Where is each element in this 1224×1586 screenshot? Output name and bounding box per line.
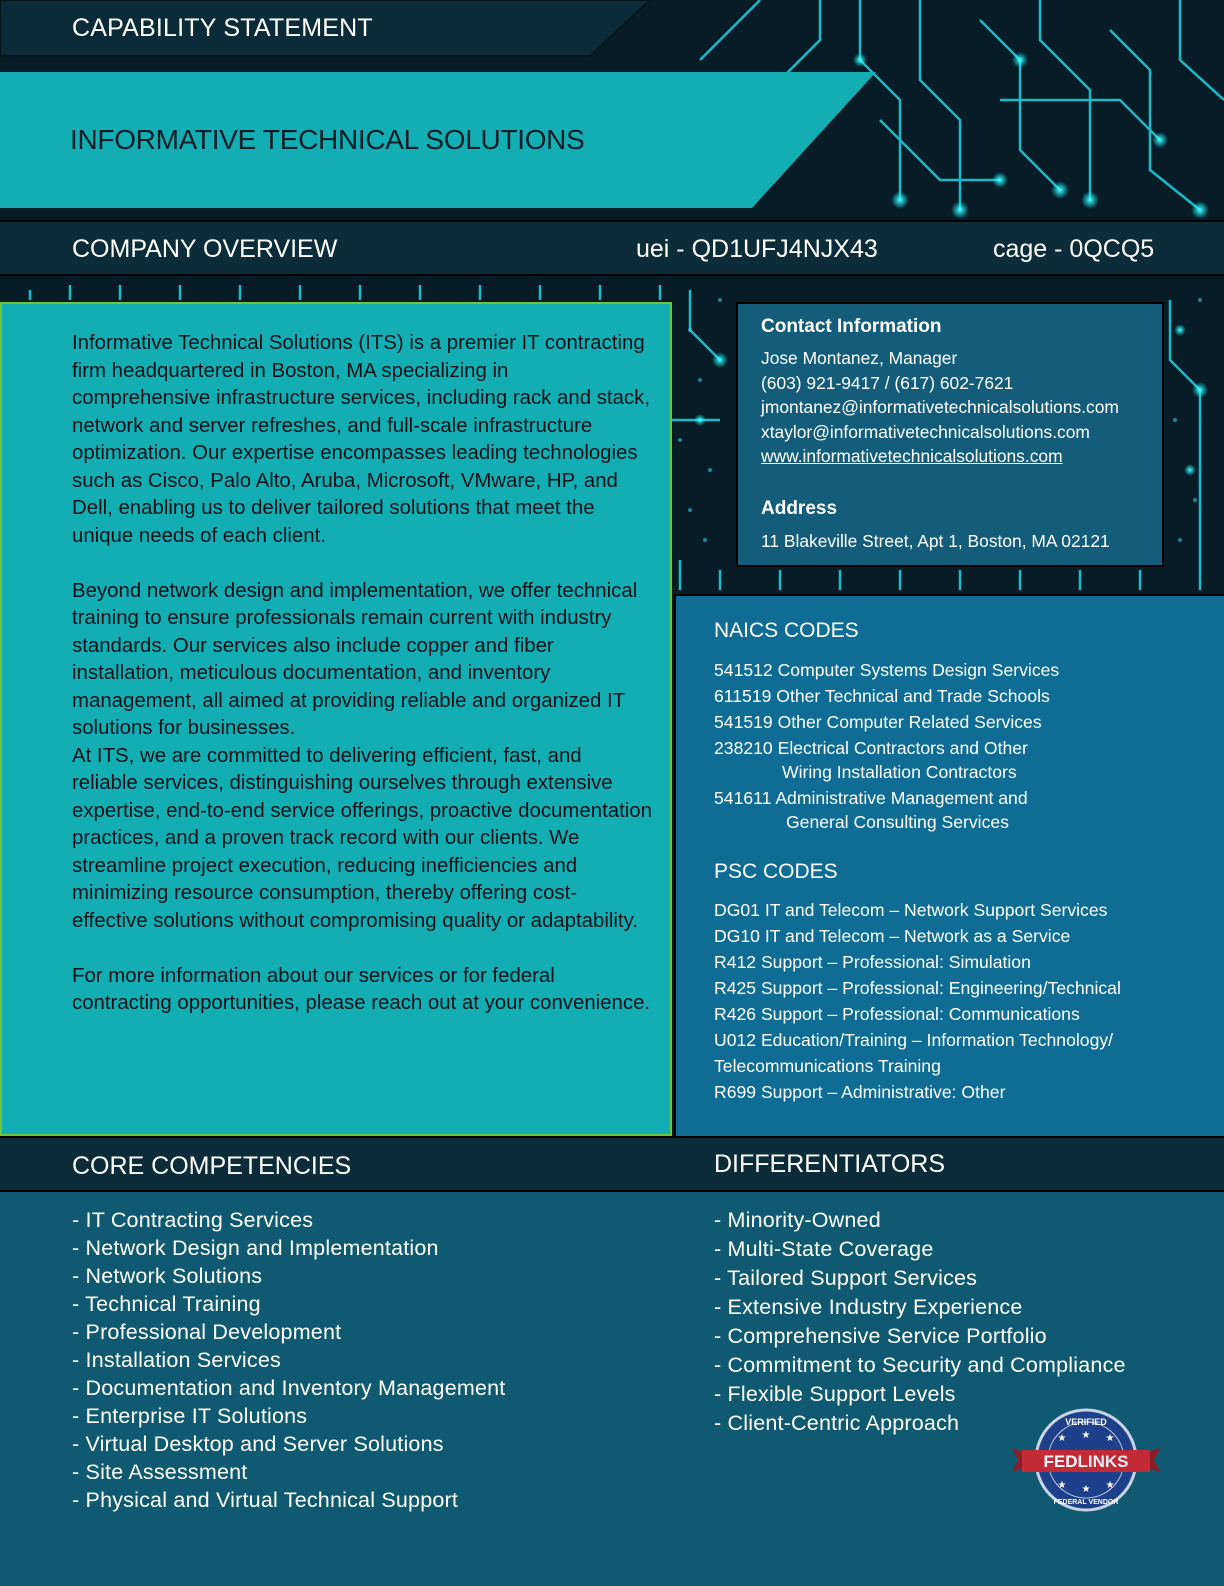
list-item: - Installation Services [72, 1348, 281, 1372]
list-item: - Documentation and Inventory Management [72, 1376, 506, 1400]
contact-phones: (603) 921-9417 / (617) 602-7621 [761, 372, 1014, 393]
uei-number: uei - QD1UFJ4NJX43 [636, 235, 878, 263]
list-item: - Comprehensive Service Portfolio [714, 1324, 1047, 1348]
psc-item: DG01 IT and Telecom – Network Support Services [714, 900, 1108, 920]
psc-item: U012 Education/Training – Information Technology/ [714, 1030, 1114, 1050]
core-competencies-list [72, 1206, 505, 1514]
list-item: - Tailored Support Services [714, 1266, 978, 1290]
list-item: - Enterprise IT Solutions [72, 1404, 308, 1428]
psc-list [714, 897, 1121, 1105]
differentiators-list [714, 1206, 1126, 1438]
naics-heading: NAICS CODES [714, 619, 859, 642]
list-item: - Client-Centric Approach [714, 1411, 960, 1435]
list-item: - Extensive Industry Experience [714, 1295, 1023, 1319]
naics-item: 238210 Electrical Contractors and Other [714, 738, 1028, 758]
list-item: - Multi-State Coverage [714, 1237, 934, 1261]
contact-email-2[interactable]: xtaylor@informativetechnicalsolutions.com [761, 421, 1090, 442]
list-item: - Commitment to Security and Compliance [714, 1353, 1126, 1377]
list-item: - Network Design and Implementation [72, 1236, 439, 1260]
overview-paragraph: Informative Technical Solutions (ITS) is a premier IT contracting firm headquartered in Boston, MA specializing in comprehensive infrastructure services, including rack and stack, network and server refreshes, and full-scale infrastructure optimization. Our expertise encompasses leading technologies such as Cisco, Palo Alto, Aruba, Microsoft, VMware, HP, and Dell, enabling us to deliver tailored solutions that meet the unique needs of each client. [72, 332, 650, 547]
naics-list [714, 657, 1059, 835]
star-icon: ★ [1057, 1480, 1067, 1491]
badge-brand: FEDLINKS [1043, 1452, 1129, 1471]
list-item: - Minority-Owned [714, 1208, 881, 1232]
star-icon: ★ [1081, 1484, 1091, 1495]
list-item: - IT Contracting Services [72, 1208, 314, 1232]
differentiators-heading: DIFFERENTIATORS [714, 1150, 946, 1178]
list-item: - Network Solutions [72, 1264, 263, 1288]
overview-paragraph: At ITS, we are committed to delivering efficient, fast, and reliable services, distinguishing ourselves through extensive expertise, end-to-end service offerings, proactive documentation practices, and a proven track record with our clients. We streamline project execution, reducing inefficiencies and minimizing resource consumption, thereby offering cost-effective solutions without compromising quality or adaptability. [72, 744, 652, 932]
psc-heading: PSC CODES [714, 860, 838, 883]
overview-paragraph: Beyond network design and implementation, we offer technical training to ensure professionals remain current with industry standards. Our services also include copper and fiber installation, meticulous documentation, and inventory management, all aimed at providing reliable and organized IT solutions for businesses. [72, 579, 638, 739]
capability-statement-title: CAPABILITY STATEMENT [72, 14, 373, 42]
star-icon: ★ [1105, 1480, 1115, 1491]
naics-item-continuation: General Consulting Services [786, 812, 1009, 832]
list-item: - Technical Training [72, 1292, 261, 1316]
overview-heading: COMPANY OVERVIEW [72, 235, 338, 263]
core-competencies-heading: CORE COMPETENCIES [72, 1152, 352, 1180]
psc-item: R699 Support – Administrative: Other [714, 1082, 1006, 1102]
naics-item: 541611 Administrative Management and [714, 788, 1028, 808]
address-heading: Address [761, 498, 838, 519]
contact-email-1[interactable]: jmontanez@informativetechnicalsolutions.com [761, 397, 1119, 417]
fedlinks-verified-badge [1012, 1408, 1160, 1512]
overview-text [72, 330, 652, 1018]
psc-item: Telecommunications Training [714, 1056, 941, 1076]
contact-name: Jose Montanez, Manager [761, 348, 958, 368]
list-item: - Physical and Virtual Technical Support [72, 1488, 459, 1512]
psc-item: R426 Support – Professional: Communications [714, 1004, 1080, 1024]
list-item: - Flexible Support Levels [714, 1382, 956, 1406]
website-link[interactable]: www.informativetechnicalsolutions.com [761, 446, 1063, 466]
address-line: 11 Blakeville Street, Apt 1, Boston, MA 02121 [761, 531, 1110, 551]
star-icon: ★ [1081, 1430, 1091, 1441]
psc-item: R425 Support – Professional: Engineering/Technical [714, 978, 1121, 998]
overview-paragraph: For more information about our services or for federal contracting opportunities, please reach out at your convenience. [72, 964, 651, 1014]
cage-code: cage - 0QCQ5 [993, 235, 1155, 263]
psc-item: DG10 IT and Telecom – Network as a Service [714, 926, 1071, 946]
badge-bottom-text: FEDERAL VENDOR [1053, 1499, 1119, 1506]
list-item: - Virtual Desktop and Server Solutions [72, 1432, 444, 1456]
badge-top-text: VERIFIED [1065, 1417, 1107, 1427]
star-icon: ★ [1057, 1433, 1067, 1444]
star-icon: ★ [1105, 1433, 1115, 1444]
contact-details [761, 346, 1119, 469]
naics-item: 541512 Computer Systems Design Services [714, 660, 1060, 680]
naics-item: 611519 Other Technical and Trade Schools [714, 686, 1050, 706]
naics-item-continuation: Wiring Installation Contractors [782, 762, 1017, 782]
company-name: INFORMATIVE TECHNICAL SOLUTIONS [70, 124, 585, 155]
naics-item: 541519 Other Computer Related Services [714, 712, 1042, 732]
list-item: - Professional Development [72, 1320, 342, 1344]
contact-heading: Contact Information [761, 316, 942, 337]
list-item: - Site Assessment [72, 1460, 248, 1484]
psc-item: R412 Support – Professional: Simulation [714, 952, 1031, 972]
